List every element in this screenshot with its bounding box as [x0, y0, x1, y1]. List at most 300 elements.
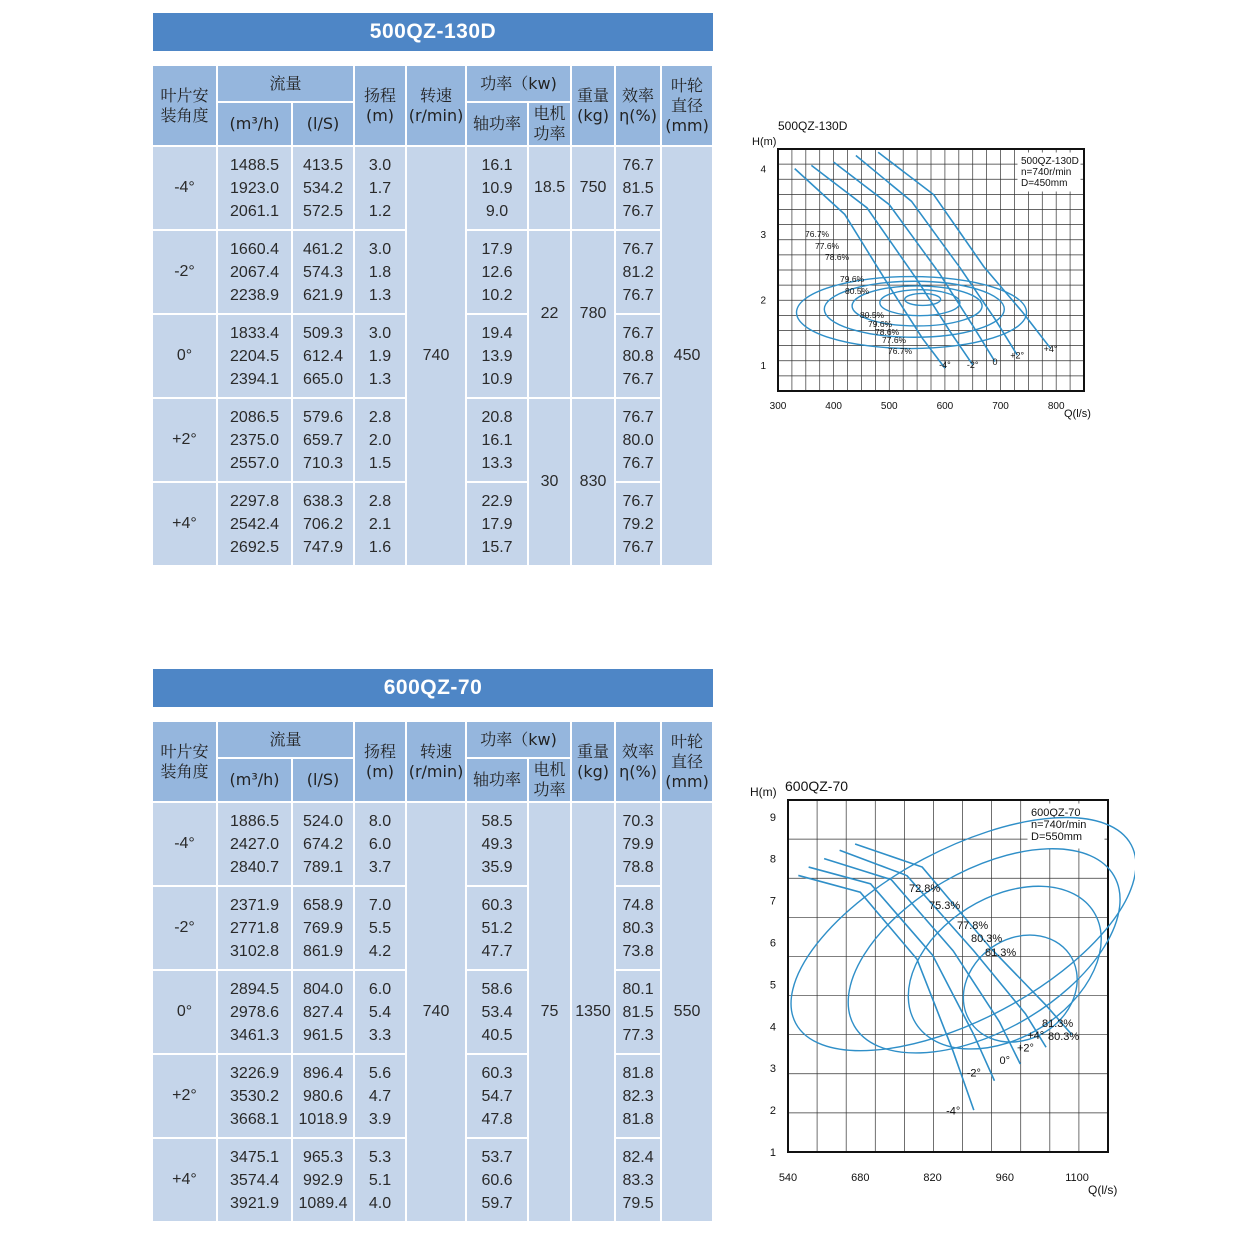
spec-table: [153, 66, 714, 567]
shaft-power-cell-value: 53.7: [481, 1148, 513, 1166]
efficiency-cell-value: 79.2: [622, 515, 654, 533]
shaft-power-cell-value: 17.9: [481, 240, 513, 258]
efficiency-cell-value: 80.3: [622, 919, 654, 937]
angle-label: +4°: [1043, 343, 1058, 354]
efficiency-label: 72.8%: [909, 883, 941, 895]
head-cell-value: 3.0: [368, 324, 392, 342]
header-efficiency: 效率 η(%): [615, 722, 661, 802]
head-cell: [354, 398, 406, 482]
flow-ls-cell-value: 534.2: [302, 179, 344, 197]
x-tick-label: 300: [769, 401, 787, 412]
flow-ls-cell: [292, 1138, 354, 1222]
impeller-cell: 450: [661, 146, 713, 566]
efficiency-cell: [615, 398, 661, 482]
flow-m3h-cell: [217, 1138, 292, 1222]
head-cell: [354, 1138, 406, 1222]
legend-text: 500QZ-130D: [1021, 156, 1079, 167]
head-cell: [354, 146, 406, 230]
x-axis-label: Q(l/s): [1064, 408, 1091, 420]
shaft-power-cell: [466, 1054, 528, 1138]
flow-m3h-cell-value: 2061.1: [230, 202, 279, 220]
flow-m3h-cell-value: 3102.8: [230, 942, 279, 960]
header-flow-m3h: (m³/h): [217, 758, 292, 802]
header-flow-ls: (l/S): [292, 758, 354, 802]
header-weight: 重量 (kg): [571, 66, 615, 146]
head-cell-value: 3.7: [368, 858, 392, 876]
y-tick-label: 5: [769, 979, 776, 992]
head-cell: [354, 802, 406, 886]
head-cell-value: 2.0: [368, 431, 392, 449]
chart-title: 600QZ-70: [785, 778, 849, 794]
efficiency-cell-value: 80.0: [622, 431, 654, 449]
y-tick-label: 2: [769, 1105, 776, 1118]
head-cell-value: 8.0: [368, 812, 392, 830]
y-axis-label: H(m): [750, 785, 777, 799]
x-tick-label: 960: [995, 1172, 1014, 1184]
weight-cell: 1350: [571, 802, 615, 1222]
speed-cell: 740: [406, 146, 466, 566]
angle-cell: -2°: [153, 230, 217, 314]
shaft-power-cell-value: 16.1: [481, 431, 513, 449]
head-cell-value: 3.0: [368, 156, 392, 174]
efficiency-cell-value: 79.5: [622, 1194, 654, 1212]
flow-ls-cell-value: 861.9: [302, 942, 344, 960]
shaft-power-cell-value: 53.4: [481, 1003, 513, 1021]
flow-m3h-cell-value: 2771.8: [230, 919, 279, 937]
header-shaft-power: 轴功率: [466, 758, 528, 802]
performance-chart-500qz-130d: [745, 112, 1115, 432]
efficiency-label: 79.6%: [868, 319, 893, 329]
head-cell-value: 2.1: [368, 515, 392, 533]
header-angle: 叶片安装角度: [153, 722, 217, 802]
shaft-power-cell-value: 40.5: [481, 1026, 513, 1044]
header-flow: 流量: [217, 722, 354, 758]
efficiency-cell-value: 76.7: [622, 492, 654, 510]
efficiency-label: 78.6%: [875, 327, 900, 337]
flow-m3h-cell: [217, 314, 292, 398]
x-axis-label: Q(l/s): [1088, 1183, 1118, 1197]
flow-m3h-cell-value: 2297.8: [230, 492, 279, 510]
efficiency-cell-value: 73.8: [622, 942, 654, 960]
efficiency-cell: [615, 230, 661, 314]
flow-ls-cell: [292, 146, 354, 230]
header-motor-power: 电机功率: [528, 102, 571, 146]
efficiency-label: 81.3%: [1042, 1018, 1074, 1030]
flow-m3h-cell: [217, 146, 292, 230]
flow-m3h-cell: [217, 802, 292, 886]
efficiency-cell-value: 76.7: [622, 324, 654, 342]
head-cell-value: 5.3: [368, 1148, 392, 1166]
shaft-power-cell-value: 47.7: [481, 942, 513, 960]
head-cell: [354, 886, 406, 970]
flow-ls-cell-value: 461.2: [302, 240, 344, 258]
shaft-power-cell-value: 60.3: [481, 896, 513, 914]
y-tick-label: 2: [760, 295, 766, 307]
spec-table: [153, 722, 714, 1223]
head-cell-value: 5.5: [368, 919, 392, 937]
y-tick-label: 4: [760, 164, 766, 176]
shaft-power-cell-value: 49.3: [481, 835, 513, 853]
flow-ls-cell-value: 1018.9: [298, 1110, 348, 1128]
flow-m3h-cell-value: 3574.4: [230, 1171, 279, 1189]
header-shaft-power: 轴功率: [466, 102, 528, 146]
head-cell-value: 1.5: [368, 454, 392, 472]
header-head: 扬程 (m): [354, 722, 406, 802]
y-tick-label: 7: [769, 895, 776, 908]
header-motor-power: 电机功率: [528, 758, 571, 802]
head-cell: [354, 230, 406, 314]
flow-ls-cell: [292, 314, 354, 398]
head-cell-value: 5.4: [368, 1003, 392, 1021]
legend-text: n=740r/min: [1021, 167, 1072, 178]
efficiency-cell-value: 77.3: [622, 1026, 654, 1044]
shaft-power-cell: [466, 970, 528, 1054]
efficiency-cell-value: 81.8: [622, 1110, 654, 1128]
chart-svg: [745, 770, 1135, 1210]
head-cell: [354, 1054, 406, 1138]
head-cell-value: 3.0: [368, 240, 392, 258]
motor-power-cell: 30: [528, 398, 571, 566]
efficiency-label: 80.3%: [971, 933, 1003, 945]
shaft-power-cell-value: 60.3: [481, 1064, 513, 1082]
y-tick-label: 3: [760, 230, 766, 242]
flow-m3h-cell-value: 1488.5: [230, 156, 279, 174]
angle-cell: +2°: [153, 1054, 217, 1138]
angle-label: -4°: [946, 1105, 961, 1118]
motor-power-cell: 18.5: [528, 146, 571, 230]
table-row: [153, 802, 713, 886]
flow-m3h-cell-value: 3921.9: [230, 1194, 279, 1212]
header-speed: 转速 (r/min): [406, 66, 466, 146]
shaft-power-cell-value: 58.6: [481, 980, 513, 998]
angle-cell: +4°: [153, 482, 217, 566]
chart-svg: [745, 112, 1115, 432]
efficiency-contour: [905, 293, 941, 305]
shaft-power-cell-value: 54.7: [481, 1087, 513, 1105]
shaft-power-cell: [466, 1138, 528, 1222]
flow-m3h-cell-value: 2371.9: [230, 896, 279, 914]
efficiency-label: 78.6%: [825, 252, 850, 262]
head-cell-value: 1.3: [368, 286, 392, 304]
shaft-power-cell: [466, 398, 528, 482]
flow-ls-cell-value: 804.0: [302, 980, 344, 998]
model-title: 600QZ-70: [153, 669, 713, 707]
shaft-power-cell: [466, 802, 528, 886]
motor-power-cell: 22: [528, 230, 571, 398]
header-flow-ls: (l/S): [292, 102, 354, 146]
plot-frame: [788, 800, 1108, 1152]
header-power: 功率（kw): [466, 66, 571, 102]
shaft-power-cell: [466, 482, 528, 566]
head-cell-value: 1.9: [368, 347, 392, 365]
flow-m3h-cell-value: 2067.4: [230, 263, 279, 281]
shaft-power-cell: [466, 314, 528, 398]
shaft-power-cell: [466, 146, 528, 230]
series-line: [795, 169, 945, 368]
y-tick-label: 8: [769, 853, 776, 866]
flow-ls-cell-value: 524.0: [302, 812, 344, 830]
angle-label: -2°: [966, 360, 979, 371]
shaft-power-cell-value: 10.9: [481, 179, 513, 197]
header-speed: 转速 (r/min): [406, 722, 466, 802]
legend-text: n=740r/min: [1031, 819, 1087, 831]
shaft-power-cell-value: 13.9: [481, 347, 513, 365]
legend-text: D=550mm: [1031, 831, 1083, 843]
flow-ls-cell-value: 674.2: [302, 835, 344, 853]
flow-m3h-cell-value: 2557.0: [230, 454, 279, 472]
efficiency-label: 80.5%: [845, 286, 870, 296]
head-cell-value: 4.2: [368, 942, 392, 960]
flow-ls-cell-value: 706.2: [302, 515, 344, 533]
flow-m3h-cell-value: 3530.2: [230, 1087, 279, 1105]
header-efficiency: 效率 η(%): [615, 66, 661, 146]
efficiency-cell-value: 80.1: [622, 980, 654, 998]
head-cell: [354, 970, 406, 1054]
shaft-power-cell-value: 47.8: [481, 1110, 513, 1128]
flow-m3h-cell: [217, 230, 292, 314]
header-flow-m3h: (m³/h): [217, 102, 292, 146]
flow-m3h-cell: [217, 886, 292, 970]
angle-label: 0°: [999, 1055, 1011, 1067]
efficiency-label: 77.8%: [957, 920, 989, 932]
angle-label: +4°: [1027, 1029, 1045, 1042]
flow-m3h-cell-value: 2375.0: [230, 431, 279, 449]
y-tick-label: 3: [769, 1063, 776, 1076]
flow-m3h-cell-value: 3475.1: [230, 1148, 279, 1166]
shaft-power-cell-value: 12.6: [481, 263, 513, 281]
x-tick-label: 400: [825, 401, 842, 412]
flow-ls-cell-value: 965.3: [302, 1148, 344, 1166]
efficiency-cell-value: 81.2: [622, 263, 654, 281]
flow-m3h-cell-value: 1886.5: [230, 812, 279, 830]
shaft-power-cell-value: 9.0: [485, 202, 509, 220]
head-cell-value: 5.6: [368, 1064, 392, 1082]
weight-cell: 830: [571, 398, 615, 566]
x-tick-label: 700: [992, 401, 1009, 412]
legend: [1028, 804, 1104, 848]
efficiency-cell: [615, 482, 661, 566]
flow-ls-cell-value: 665.0: [302, 370, 344, 388]
flow-ls-cell: [292, 802, 354, 886]
impeller-cell: 550: [661, 802, 713, 1222]
efficiency-cell-value: 76.7: [622, 454, 654, 472]
flow-m3h-cell-value: 2692.5: [230, 538, 279, 556]
head-cell-value: 3.9: [368, 1110, 392, 1128]
angle-label: 0: [992, 356, 998, 367]
flow-ls-cell-value: 710.3: [302, 454, 344, 472]
performance-chart-600qz-70: [745, 770, 1135, 1210]
angle-label: -2°: [966, 1067, 981, 1080]
efficiency-cell-value: 76.7: [622, 538, 654, 556]
efficiency-label: 80.5%: [860, 310, 885, 320]
flow-ls-cell: [292, 230, 354, 314]
efficiency-label: 77.6%: [882, 335, 907, 345]
angle-label: +2°: [1010, 350, 1025, 361]
head-cell-value: 4.7: [368, 1087, 392, 1105]
grid: [788, 800, 1108, 1152]
efficiency-cell: [615, 314, 661, 398]
efficiency-cell: [615, 970, 661, 1054]
efficiency-cell-value: 76.7: [622, 202, 654, 220]
flow-ls-cell-value: 658.9: [302, 896, 344, 914]
efficiency-cell-value: 74.8: [622, 896, 654, 914]
head-cell-value: 1.3: [368, 370, 392, 388]
efficiency-cell-value: 78.8: [622, 858, 654, 876]
flow-m3h-cell-value: 2978.6: [230, 1003, 279, 1021]
y-tick-label: 4: [769, 1021, 776, 1034]
efficiency-cell-value: 76.7: [622, 156, 654, 174]
motor-power-cell: 75: [528, 802, 571, 1222]
flow-m3h-cell-value: 2086.5: [230, 408, 279, 426]
head-cell-value: 1.6: [368, 538, 392, 556]
efficiency-cell-value: 82.3: [622, 1087, 654, 1105]
flow-m3h-cell-value: 1923.0: [230, 179, 279, 197]
head-cell-value: 1.7: [368, 179, 392, 197]
flow-m3h-cell-value: 1660.4: [230, 240, 279, 258]
flow-ls-cell-value: 961.5: [302, 1026, 344, 1044]
efficiency-label: 77.6%: [815, 241, 840, 251]
angle-cell: -2°: [153, 886, 217, 970]
x-tick-label: 540: [778, 1172, 798, 1184]
flow-m3h-cell-value: 2894.5: [230, 980, 279, 998]
angle-label: +2°: [1016, 1042, 1034, 1055]
angle-cell: -4°: [153, 146, 217, 230]
flow-m3h-cell: [217, 970, 292, 1054]
angle-cell: -4°: [153, 802, 217, 886]
flow-ls-cell-value: 638.3: [302, 492, 344, 510]
flow-ls-cell-value: 980.6: [302, 1087, 344, 1105]
head-cell-value: 5.1: [368, 1171, 392, 1189]
flow-ls-cell-value: 992.9: [302, 1171, 344, 1189]
legend: [1018, 153, 1080, 191]
weight-cell: 780: [571, 230, 615, 398]
head-cell-value: 6.0: [368, 835, 392, 853]
efficiency-label: 81.3%: [985, 947, 1017, 959]
weight-cell: 750: [571, 146, 615, 230]
efficiency-cell-value: 79.9: [622, 835, 654, 853]
flow-m3h-cell-value: 2238.9: [230, 286, 279, 304]
y-axis-label: H(m): [752, 136, 777, 148]
shaft-power-cell-value: 58.5: [481, 812, 513, 830]
efficiency-cell-value: 76.7: [622, 370, 654, 388]
head-cell-value: 2.8: [368, 492, 392, 510]
shaft-power-cell-value: 16.1: [481, 156, 513, 174]
speed-cell: 740: [406, 802, 466, 1222]
flow-ls-cell-value: 1089.4: [298, 1194, 348, 1212]
efficiency-label: 80.3%: [1048, 1031, 1080, 1043]
shaft-power-cell-value: 10.9: [481, 370, 513, 388]
angle-cell: 0°: [153, 970, 217, 1054]
model-block-600qz-70: [153, 669, 713, 1223]
y-tick-label: 6: [769, 937, 776, 950]
header-angle: 叶片安装角度: [153, 66, 217, 146]
model-block-500qz-130d: [153, 13, 713, 567]
flow-m3h-cell-value: 2542.4: [230, 515, 279, 533]
flow-m3h-cell-value: 3668.1: [230, 1110, 279, 1128]
angle-label: -4°: [939, 360, 951, 371]
table-row: [153, 146, 713, 230]
flow-ls-cell: [292, 398, 354, 482]
x-tick-label: 600: [936, 401, 954, 412]
flow-ls-cell: [292, 886, 354, 970]
flow-ls-cell-value: 747.9: [302, 538, 344, 556]
header-impeller: 叶轮直径 (mm): [661, 722, 713, 802]
flow-ls-cell: [292, 482, 354, 566]
head-cell-value: 3.3: [368, 1026, 392, 1044]
shaft-power-cell-value: 19.4: [481, 324, 513, 342]
flow-ls-cell: [292, 1054, 354, 1138]
angle-cell: +4°: [153, 1138, 217, 1222]
x-tick-label: 680: [851, 1172, 870, 1184]
efficiency-label: 76.7%: [805, 229, 830, 239]
head-cell-value: 2.8: [368, 408, 392, 426]
efficiency-cell-value: 70.3: [622, 812, 654, 830]
efficiency-cell-value: 83.3: [622, 1171, 654, 1189]
head-cell-value: 6.0: [368, 980, 392, 998]
flow-m3h-cell-value: 3461.3: [230, 1026, 279, 1044]
efficiency-cell: [615, 1138, 661, 1222]
shaft-power-cell-value: 51.2: [481, 919, 513, 937]
flow-m3h-cell-value: 2840.7: [230, 858, 279, 876]
flow-ls-cell-value: 659.7: [302, 431, 344, 449]
efficiency-cell-value: 76.7: [622, 286, 654, 304]
head-cell: [354, 482, 406, 566]
efficiency-cell-value: 76.7: [622, 408, 654, 426]
x-tick-label: 500: [880, 401, 898, 412]
shaft-power-cell-value: 60.6: [481, 1171, 513, 1189]
shaft-power-cell: [466, 230, 528, 314]
efficiency-cell-value: 76.7: [622, 240, 654, 258]
shaft-power-cell-value: 35.9: [481, 858, 513, 876]
y-tick-label: 9: [769, 811, 776, 824]
chart-title: 500QZ-130D: [778, 119, 848, 133]
flow-m3h-cell: [217, 398, 292, 482]
head-cell-value: 1.8: [368, 263, 392, 281]
x-tick-label: 820: [923, 1172, 942, 1184]
flow-m3h-cell-value: 2394.1: [230, 370, 279, 388]
head-cell-value: 4.0: [368, 1194, 392, 1212]
shaft-power-cell-value: 10.2: [481, 286, 513, 304]
angle-cell: 0°: [153, 314, 217, 398]
shaft-power-cell-value: 59.7: [481, 1194, 513, 1212]
efficiency-cell-value: 81.5: [622, 179, 654, 197]
shaft-power-cell-value: 22.9: [481, 492, 513, 510]
flow-ls-cell-value: 579.6: [302, 408, 344, 426]
header-head: 扬程 (m): [354, 66, 406, 146]
model-title: 500QZ-130D: [153, 13, 713, 51]
header-flow: 流量: [217, 66, 354, 102]
flow-m3h-cell-value: 2204.5: [230, 347, 279, 365]
shaft-power-cell-value: 20.8: [481, 408, 513, 426]
head-cell: [354, 314, 406, 398]
header-impeller: 叶轮直径 (mm): [661, 66, 713, 146]
angle-cell: +2°: [153, 398, 217, 482]
efficiency-label: 79.6%: [840, 274, 865, 284]
efficiency-cell: [615, 802, 661, 886]
flow-m3h-cell-value: 1833.4: [230, 324, 279, 342]
x-tick-label: 800: [1047, 401, 1065, 412]
legend-text: D=450mm: [1021, 178, 1068, 189]
x-tick-label: 1100: [1065, 1172, 1089, 1184]
efficiency-cell-value: 81.8: [622, 1064, 654, 1082]
flow-ls-cell-value: 896.4: [302, 1064, 344, 1082]
shaft-power-cell: [466, 886, 528, 970]
flow-ls-cell: [292, 970, 354, 1054]
y-tick-label: 1: [760, 360, 766, 372]
header-power: 功率（kw): [466, 722, 571, 758]
head-cell-value: 7.0: [368, 896, 392, 914]
header-weight: 重量 (kg): [571, 722, 615, 802]
